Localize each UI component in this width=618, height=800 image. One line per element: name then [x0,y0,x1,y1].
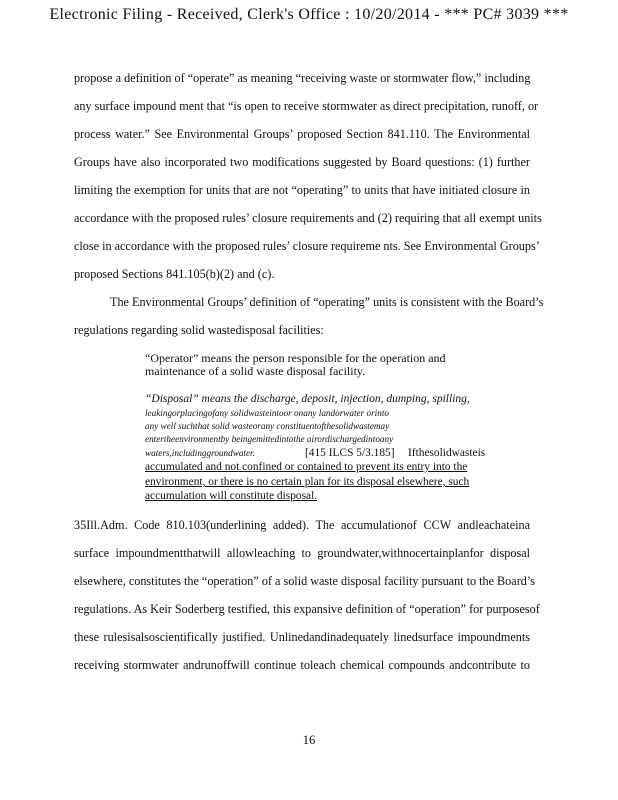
paragraph-line: receiving stormwater andrunoffwill continue toleach chemical compounds andcontribute to [74,658,530,672]
quote-line-underlined: accumulation will constitute disposal. [145,490,318,502]
paragraph-line: accordance with the proposed rules’ closure requirements and (2) requiring that all exempt units [74,211,542,225]
quote-line: “Disposal” means the discharge, deposit, injection, dumping, spilling, [145,393,470,405]
paragraph-line: limiting the exemption for units that are not “operating” to units that have initiated closure in [74,183,530,197]
quote-line: waters,includinggroundwater. [145,448,255,458]
paragraph-line: proposed Sections 841.105(b)(2) and (c). [74,267,275,281]
page-number: 16 [302,733,316,747]
paragraph-line: elsewhere, constitutes the “operation” of a solid waste disposal facility pursuant to the Board’s [74,574,535,588]
quote-line: Ifthesolidwasteis [408,447,486,459]
quote-line: leakingorplacingofany solidwasteintoor onany landorwater orinto [145,408,389,418]
paragraph-line: The Environmental Groups’ definition of “operating” units is consistent with the Board’s [110,295,544,309]
quote-line-underlined: accumulated and not confined or contained to prevent its entry into the [145,461,468,473]
paragraph-line: any surface impound ment that “is open to receive stormwater as direct precipitation, runoff, or [74,99,539,113]
quote-line: any well suchthat solid wasteorany constituentofthesolidwastemay [145,421,390,431]
quote-line: “Operator” means the person responsible for the operation and [145,351,446,365]
paragraph-line: propose a definition of “operate” as meaning “receiving waste or stormwater flow,” including [74,71,531,85]
paragraph-line: these rulesisalsoscientifically justified. Unlinedandinadequately linedsurface impoundments [74,630,530,644]
quote-line-underlined: environment, or there is no certain plan for its disposal elsewhere, such [145,476,470,488]
paragraph-line: regulations. As Keir Soderberg testified, this expansive definition of “operation” for purposesof [74,602,540,616]
paragraph-line: process water.” See Environmental Groups’ proposed Section 841.110. The Environmental [74,127,530,141]
filing-header: Electronic Filing - Received, Clerk's Office : 10/20/2014 - *** PC# 3039 *** [49,6,569,23]
paragraph-line: 35Ill.Adm. Code 810.103(underlining added). The accumulationof CCW andleachateina [74,518,530,532]
paragraph-line: close in accordance with the proposed rules’ closure requireme nts. See Environmental Groups’ [74,239,540,253]
quote-line: maintenance of a solid waste disposal facility. [145,364,366,378]
statute-citation: [415 ILCS 5/3.185] [305,447,395,459]
paragraph-line: surface impoundmentthatwill allowleaching to groundwater,withnocertainplanfor disposal [74,546,530,560]
paragraph-line: Groups have also incorporated two modifications suggested by Board questions: (1) further [74,155,530,169]
quote-line: entertheenvironmentby beingemittedintothe airordischargedintoany [145,434,394,444]
paragraph-line: regulations regarding solid wastedisposal facilities: [74,323,324,337]
